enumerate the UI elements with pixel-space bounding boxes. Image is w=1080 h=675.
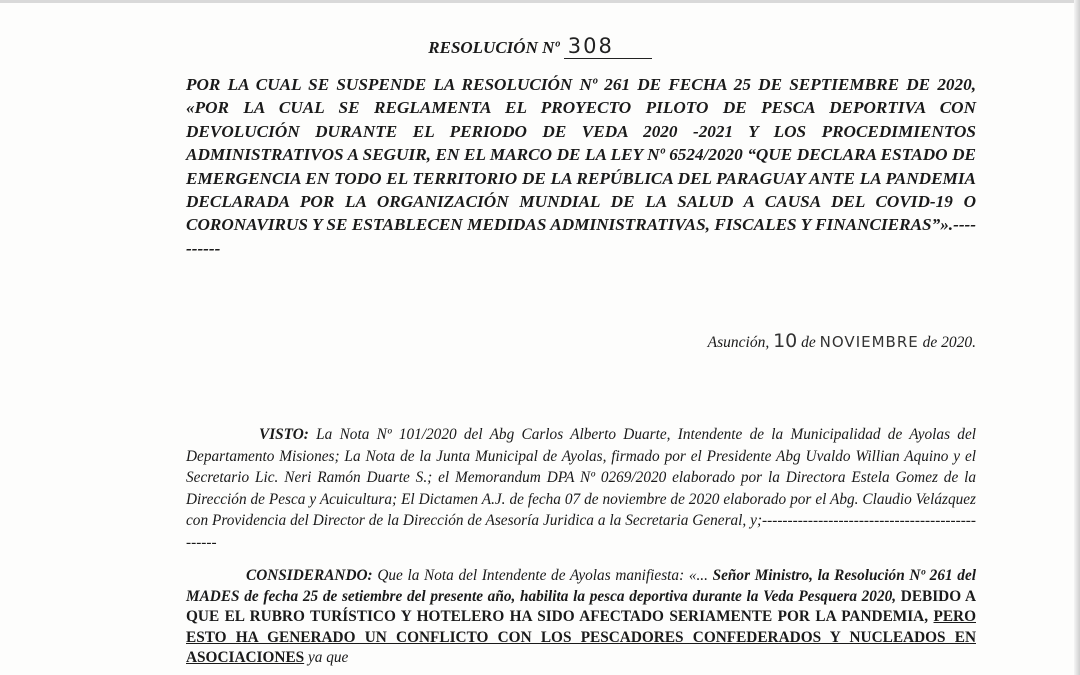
date-day-handwritten: 10: [773, 330, 798, 352]
date-year: de 2020.: [922, 334, 976, 351]
considerando-caps-part: DEBIDO A QUE EL RUBRO TURÍSTICO Y HOTELERO HA SIDO AFECTADO SERIAMENTE POR LA PANDEMIA,: [186, 587, 976, 625]
resolution-title: [0, 34, 1080, 59]
date-line: [708, 330, 976, 352]
considerando-label: CONSIDERANDO:: [246, 567, 373, 584]
resolution-heading: POR LA CUAL SE SUSPENDE LA RESOLUCIÓN Nº 261 DE FECHA 25 DE SEPTIEMBRE DE 2020, «POR LA CUAL SE REGLAMENTA EL PROYECTO PILOTO DE PESCA DEPORTIVA CON DEVOLUCIÓN DURANTE EL PERIODO DE VEDA 2020 -2021 Y LOS PROCEDIMIENTOS ADMINISTRATIVOS A SEGUIR, EN EL MARCO DE LA LEY Nº 6524/2020 “QUE DECLARA ESTADO DE EMERGENCIA EN TODO EL TERRITORIO DE LA REPÚBLICA DEL PARAGUAY ANTE LA PANDEMIA DECLARADA POR LA ORGANIZACIÓN MUNDIAL DE LA SALUD A CAUSA DEL COVID-19 O CORONAVIRUS Y SE ESTABLECEN MEDIDAS ADMINISTRATIVAS, FISCALES Y FINANCIERAS”».----------: [186, 75, 976, 258]
date-month-handwritten: NOVIEMBRE: [819, 333, 919, 351]
considerando-tail: ya que: [307, 649, 349, 666]
visto-paragraph: [186, 424, 976, 553]
scan-top-edge: [0, 0, 1080, 3]
visto-label: VISTO:: [259, 426, 309, 443]
considerando-intro: Que la Nota del Intendente de Ayolas manifiesta: «...: [377, 567, 708, 584]
scan-right-edge: [1074, 0, 1080, 675]
visto-text: La Nota Nº 101/2020 del Abg Carlos Alberto Duarte, Intendente de la Municipalidad de Ayolas del Departamento Misiones; La Nota de la Junta Municipal de Ayolas, firmado por el Presidente Abg Uvaldo Willian Aquino y el Secretario Lic. Neri Ramón Duarte S.; el Memorandum DPA Nº 0269/2020 elaborado por la Directora Estela Gomez de la Dirección de Pesca y Acuicultura; El Dictamen A.J. de fecha 07 de noviembre de 2020 elaborado por el Abg. Claudio Velázquez con Providencia del Director de la Dirección de Asesoría Juridica a la Secretaria General, y;------------------------------------------------: [186, 426, 976, 551]
considerando-bold-part: Señor Ministro, la Resolución Nº 261 del MADES de fecha 25 de setiembre del presente año, habilita la pesca deportiva durante la Veda Pesquera 2020,: [186, 567, 976, 605]
considerando-underlined-part: PERO ESTO HA GENERADO UN CONFLICTO CON LOS PESCADORES CONFEDERADOS Y NUCLEADOS EN ASOCIACIONES: [186, 608, 976, 666]
date-city: Asunción,: [707, 334, 770, 351]
date-de: de: [801, 334, 816, 351]
resolution-number: 308: [564, 34, 652, 59]
considerando-paragraph: [186, 566, 976, 669]
resolution-title-label: RESOLUCIÓN Nº: [428, 38, 560, 57]
